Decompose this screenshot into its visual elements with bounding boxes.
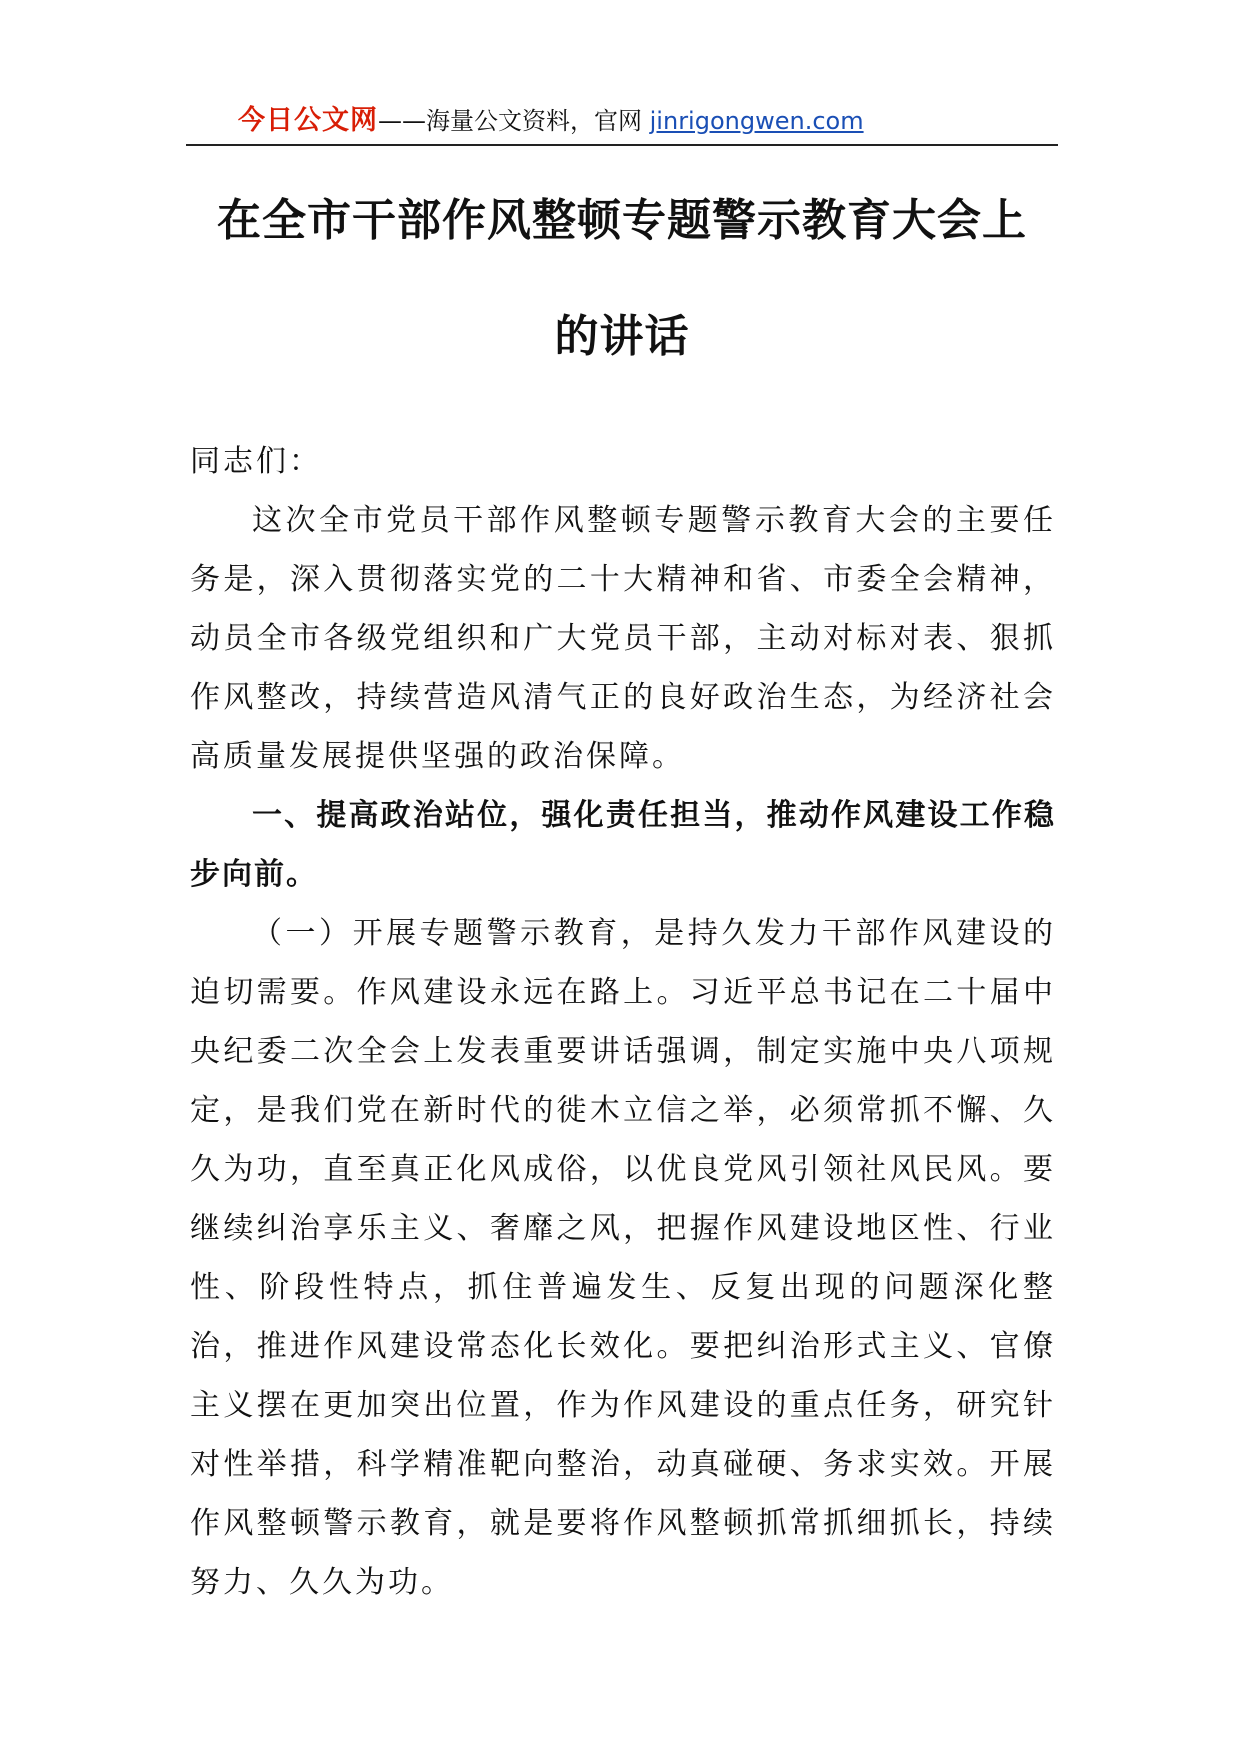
brand-name: 今日公文网 [238,105,378,136]
salutation: 同志们： [190,444,322,479]
site-link[interactable]: jinrigongwen.com [649,107,864,135]
header-tagline: ——海量公文资料，官网 [378,107,650,135]
section-heading-1: 一、提高政治站位，强化责任担当，推动作风建设工作稳步向前。 [190,798,1056,892]
paragraph-section-1-1: （一）开展专题警示教育，是持久发力干部作风建设的迫切需要。作风建设永远在路上。习近平总书记在二十届中央纪委二次全会上发表重要讲话强调，制定实施中央八项规定，是我们党在新时代的徙木立信之举，必须常抓不懈、久久为功，直至真正化风成俗，以优良党风引领社风民风。要继续纠治享乐主义、奢靡之风，把握作风建设地区性、行业性、阶段性特点，抓住普遍发生、反复出现的问题深化整治，推进作风建设常态化长效化。要把纠治形式主义、官僚主义摆在更加突出位置，作为作风建设的重点任务，研究针对性举措，科学精准靶向整治，动真碰硬、务求实效。开展作风整顿警示教育，就是要将作风整顿抓常抓细抓长，持续努力、久久为功。 [190,916,1056,1600]
document-title-line2: 的讲话 [554,311,690,362]
header-line [238,106,864,136]
paragraph-intro: 这次全市党员干部作风整顿专题警示教育大会的主要任务是，深入贯彻落实党的二十大精神和省、市委全会精神，动员全市各级党组织和广大党员干部，主动对标对表、狠抓作风整改，持续营造风清气正的良好政治生态，为经济社会高质量发展提供坚强的政治保障。 [190,503,1056,774]
page-header [186,96,1058,146]
document-title-line1: 在全市干部作风整顿专题警示教育大会上 [217,195,1027,246]
